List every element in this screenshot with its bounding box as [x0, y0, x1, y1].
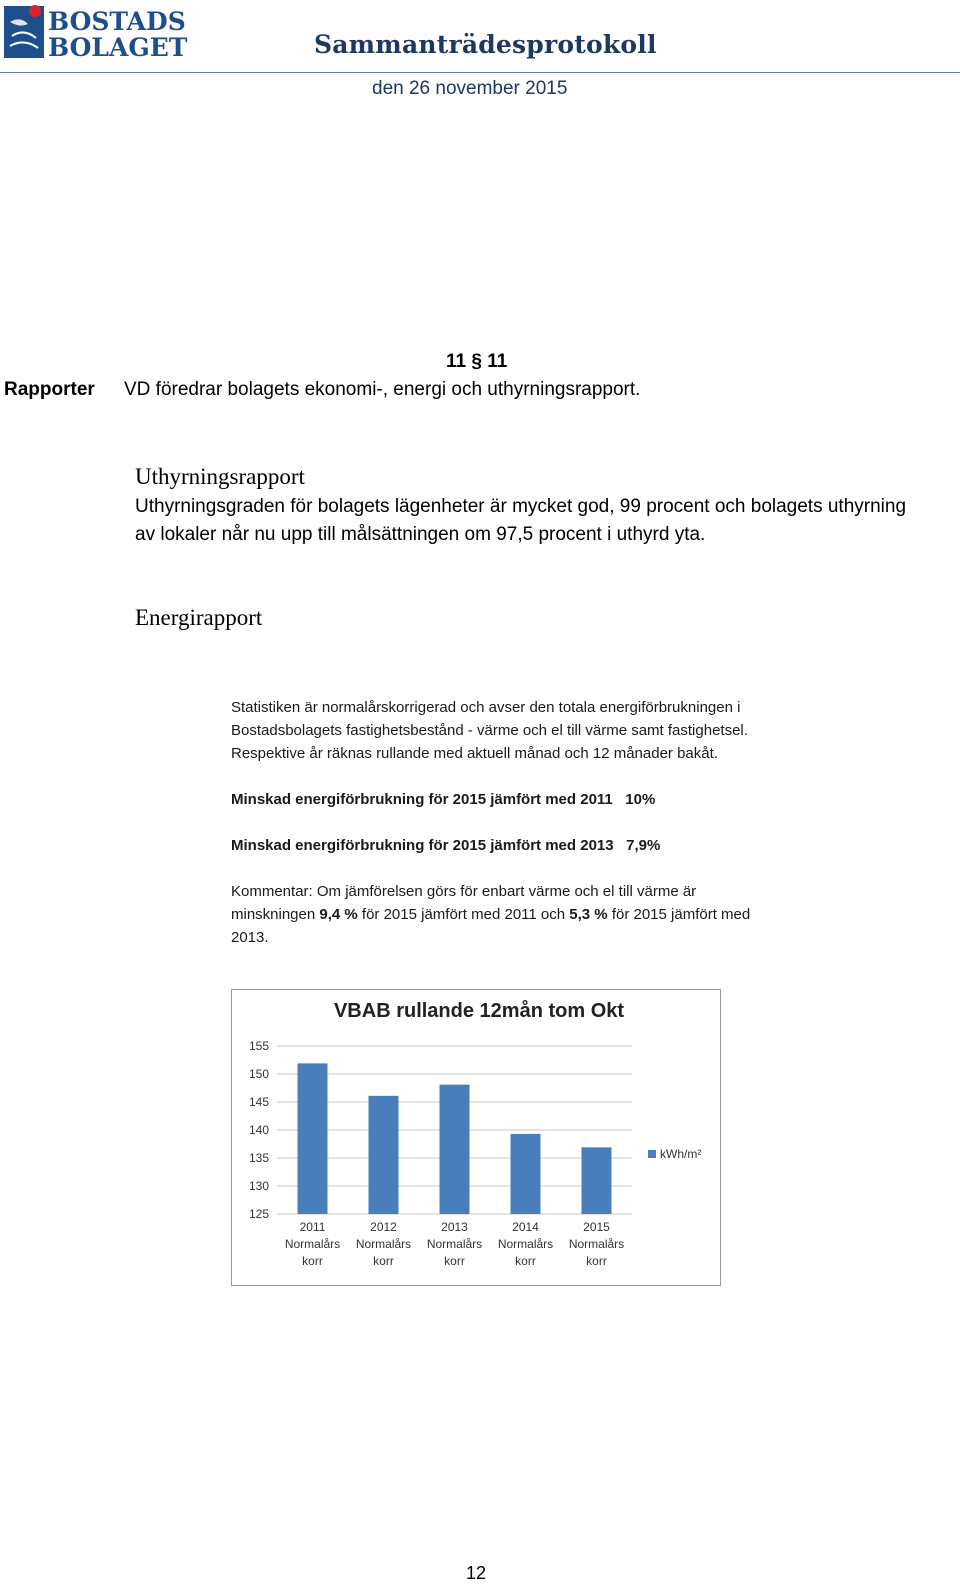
x-tick-label: Normalårs [497, 1237, 554, 1251]
comment-value-2013: 5,3 % [569, 906, 608, 923]
reduction-2013-value: 7,9% [626, 837, 661, 854]
bostadsbolaget-logo [4, 2, 200, 60]
y-tick-label: 125 [248, 1207, 269, 1221]
y-tick-label: 145 [248, 1095, 269, 1109]
header-divider [0, 72, 960, 73]
x-tick-label: 2015 [583, 1220, 610, 1234]
comment-line-3: 2013. [231, 929, 269, 946]
reduction-2013-label: Minskad energiförbrukning för 2015 jämfört med 2013 [231, 837, 614, 854]
energy-chart-svg [232, 990, 720, 1285]
bar [511, 1134, 541, 1214]
energy-chart [231, 989, 721, 1286]
energy-statistics-block [231, 696, 871, 949]
x-tick-label: Normalårs [568, 1237, 625, 1251]
rental-report-heading: Uthyrningsrapport [135, 464, 305, 489]
x-tick-label: korr [302, 1254, 323, 1268]
y-tick-label: 135 [248, 1151, 269, 1165]
logo-line-1: BOSTADS [48, 7, 186, 36]
energy-report-heading: Energirapport [135, 605, 263, 630]
document-title: Sammanträdesprotokoll [314, 30, 657, 59]
bar [440, 1085, 470, 1214]
legend-swatch [648, 1150, 656, 1158]
y-tick-label: 140 [248, 1123, 269, 1137]
section-label: Rapporter [4, 379, 95, 400]
x-tick-label: Normalårs [426, 1237, 483, 1251]
bar [582, 1147, 612, 1214]
x-tick-label: 2014 [512, 1220, 539, 1234]
rental-report-text: Uthyrningsgraden för bolagets lägenheter är mycket god, 99 procent och bolagets uthyrning av lokaler når nu upp till målsättningen om 97,5 procent i uthyrd yta. [135, 496, 907, 545]
page-number: 12 [466, 1563, 487, 1583]
y-tick-label: 155 [248, 1039, 269, 1053]
intro-line-2: Bostadsbolagets fastighetsbestånd - värme och el till värme samt fastighetsel. [231, 722, 748, 739]
comment-text: minskningen [231, 906, 316, 923]
x-tick-label: Normalårs [355, 1237, 412, 1251]
document-date: den 26 november 2015 [372, 78, 568, 99]
section-number: 11 § 11 [446, 351, 508, 372]
section-text: VD föredrar bolagets ekonomi-, energi och uthyrningsrapport. [124, 379, 641, 400]
y-tick-label: 150 [248, 1067, 269, 1081]
reduction-2013 [231, 834, 871, 857]
x-tick-label: 2013 [441, 1220, 468, 1234]
x-tick-label: korr [444, 1254, 465, 1268]
x-tick-label: 2012 [370, 1220, 397, 1234]
x-tick-label: korr [515, 1254, 536, 1268]
reduction-2011-value: 10% [625, 791, 656, 808]
reduction-2011 [231, 788, 871, 811]
reduction-2011-label: Minskad energiförbrukning för 2015 jämfört med 2011 [231, 791, 613, 808]
x-tick-label: Normalårs [284, 1237, 341, 1251]
comment-line-1: Kommentar: Om jämförelsen görs för enbart värme och el till värme är [231, 883, 697, 900]
y-tick-label: 130 [248, 1179, 269, 1193]
legend-label: kWh/m² [660, 1147, 702, 1161]
x-tick-label: korr [586, 1254, 607, 1268]
intro-line-3: Respektive år räknas rullande med aktuell månad och 12 månader bakåt. [231, 745, 718, 762]
comment-text: för 2015 jämfört med [611, 906, 751, 923]
logo-line-2: BOLAGET [48, 33, 188, 60]
x-tick-label: korr [373, 1254, 394, 1268]
bar [298, 1063, 328, 1214]
comment-value-2011: 9,4 % [319, 906, 358, 923]
comment-line-2 [231, 903, 871, 926]
comment-text: för 2015 jämfört med 2011 och [361, 906, 566, 923]
x-tick-label: 2011 [299, 1220, 326, 1234]
intro-line-1: Statistiken är normalårskorrigerad och avser den totala energiförbrukningen i [231, 699, 741, 716]
chart-title: VBAB rullande 12mån tom Okt [333, 1000, 625, 1022]
bar [369, 1096, 399, 1214]
